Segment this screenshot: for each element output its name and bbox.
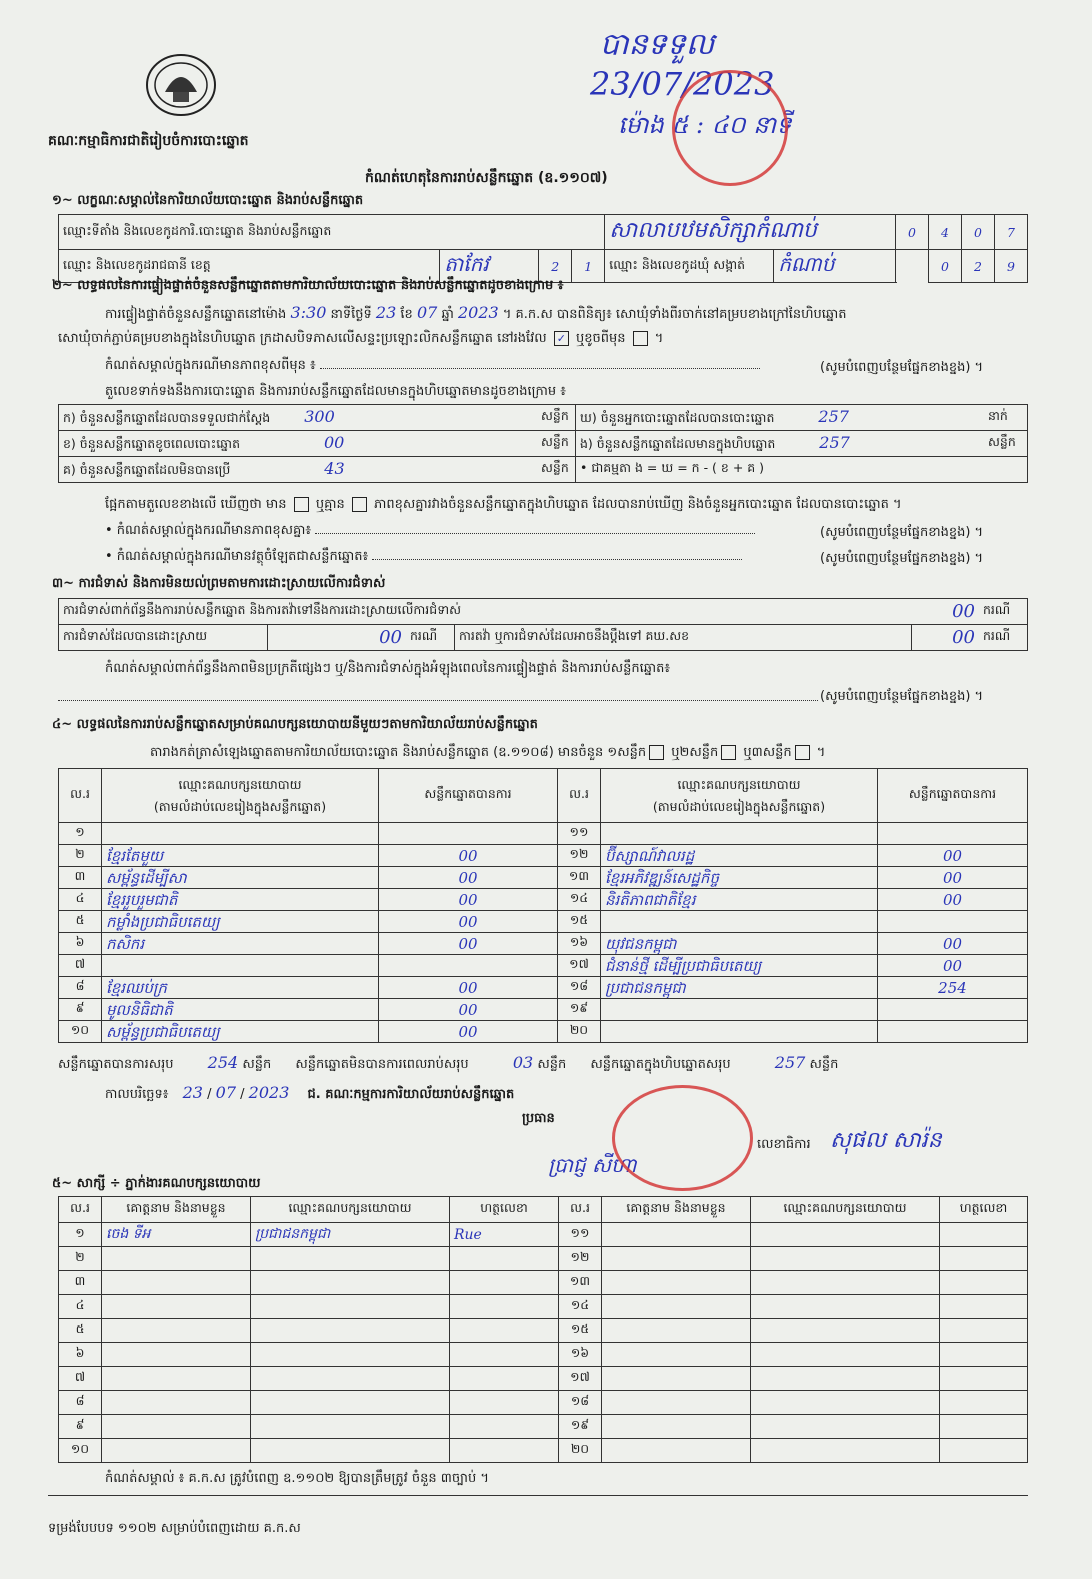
- row-number: ៥: [59, 911, 102, 933]
- unit: សន្លឹក: [984, 431, 1028, 457]
- row-number: ១៦: [559, 1343, 602, 1367]
- row-number: ៣: [59, 1271, 102, 1295]
- total-invalid-value: 03: [512, 1053, 534, 1072]
- fill-note: (សូមបំពេញបន្ថែមផ្នែកខាងខ្នង) ។: [820, 551, 984, 566]
- has-diff-checkbox[interactable]: [294, 497, 309, 512]
- tally-intro: ឬ២សន្លឹក: [671, 745, 719, 760]
- witness-party: [251, 1391, 450, 1415]
- witness-name: [102, 1319, 251, 1343]
- party-votes: 00: [379, 845, 558, 867]
- code-digit: 0: [896, 215, 929, 250]
- party-votes: 00: [379, 933, 558, 955]
- party-votes: 00: [379, 977, 558, 999]
- location-table: [58, 214, 1028, 283]
- objection-table: [58, 598, 1028, 651]
- party-name: និរតិភាពជាតិខ្មែរ: [601, 889, 878, 911]
- province-label: ឈ្មោះ និងលេខកូដរាជធានី ខេត្ត: [59, 250, 440, 283]
- party-votes: [878, 823, 1028, 845]
- figure-e-label: ង) ចំនួនសន្លឹកឆ្នោតដែលមានក្នុងហិបឆ្នោត: [580, 435, 776, 451]
- section-4-heading: ៤~ លទ្ធផលនៃការរាប់សន្លឹកឆ្នោតសម្រាប់គណបក្សនយោបាយនីមួយៗតាមការិយាល័យរាប់សន្លឹកឆ្នោត: [52, 717, 538, 732]
- appeal-label: ការតវ៉ា ឬការជំទាស់ដែលអាចនឹងប្ដឹងទៅ គឃ.សខ: [455, 625, 912, 651]
- fill-note: (សូមបំពេញបន្ថែមផ្នែកខាងខ្នង) ។: [820, 689, 984, 704]
- col-header-party-title: ឈ្មោះគណបក្សនយោបាយ: [178, 776, 302, 792]
- party-votes: 00: [878, 955, 1028, 977]
- section-2-heading: ២~ លទ្ធផលនៃការផ្ទៀងផ្ទាត់ចំនួនសន្លឹកឆ្នោតតាមការិយាល័យបោះឆ្នោត និងរាប់សន្លឹកឆ្នោតដូចខាងក្រោម ៖: [52, 278, 564, 293]
- witness-name: [102, 1295, 251, 1319]
- commune-code-digit: 2: [962, 250, 995, 283]
- row-number: ១០: [59, 1439, 102, 1463]
- votes-row: [59, 823, 1028, 845]
- party-votes: 00: [878, 933, 1028, 955]
- party-name: [601, 1021, 878, 1043]
- code-digit: 7: [995, 215, 1028, 250]
- witness-name: [602, 1295, 751, 1319]
- witness-party: [251, 1271, 450, 1295]
- verify-text: ឆ្នាំ: [441, 307, 454, 322]
- diff-note-2: [105, 522, 755, 541]
- party-votes: [878, 1021, 1028, 1043]
- objection-label: ការជំទាស់ពាក់ព័ន្ធនឹងការរាប់សន្លឹកឆ្នោត និងការតវ៉ាទៅនឹងការដោះស្រាយលើការជំទាស់: [59, 599, 912, 625]
- witness-signature: [940, 1295, 1028, 1319]
- party-votes: 00: [878, 889, 1028, 911]
- witness-name: [102, 1247, 251, 1271]
- row-number: ១៥: [559, 1319, 602, 1343]
- verify-time: 3:30: [290, 303, 327, 322]
- witness-party: [251, 1343, 450, 1367]
- witness-party: [751, 1295, 940, 1319]
- votes-row: [59, 933, 1028, 955]
- witness-party: [751, 1247, 940, 1271]
- code-digit: 4: [929, 215, 962, 250]
- secretary-name: សុផល សារ៉ន: [830, 1128, 942, 1153]
- province-value: តាកែវ: [440, 250, 539, 283]
- witness-signature: [450, 1247, 559, 1271]
- party-name: ខ្មែររួបរួមជាតិ: [102, 889, 379, 911]
- seal-text: សោឃុំចាក់ភ្ជាប់គម្របខាងក្នុងនៃហិបឆ្នោត ក្រដាសបិទភាសលើសន្ទះប្រឡោះលិកសន្លឹកឆ្នោត នៅរងវែល: [58, 331, 547, 346]
- row-number: ១៨: [559, 1391, 602, 1415]
- date-month: 07: [215, 1083, 236, 1102]
- date-day: 23: [182, 1083, 203, 1102]
- diff-line: [105, 496, 902, 515]
- commune-code-digit: 0: [929, 250, 962, 283]
- witness-name: [102, 1415, 251, 1439]
- witness-table: [58, 1196, 1028, 1463]
- secretary-label: លេខាធិការ: [757, 1137, 811, 1152]
- row-number: ៨: [59, 1391, 102, 1415]
- witness-party: [751, 1367, 940, 1391]
- party-votes: 00: [379, 1021, 558, 1043]
- row-number: ១១: [558, 823, 601, 845]
- party-votes: [878, 999, 1028, 1021]
- diff-note-label: កំណត់សម្គាល់ក្នុងករណីមានភាពខុសពីមុន ៖: [105, 358, 316, 373]
- witness-row: [59, 1271, 1028, 1295]
- objection-value: 00: [911, 599, 979, 625]
- witness-party: [251, 1415, 450, 1439]
- votes-row: [59, 977, 1028, 999]
- party-votes: [379, 823, 558, 845]
- figure-c-label: គ) ចំនួនសន្លឹកឆ្នោតដែលមិនបានប្រើ: [63, 461, 231, 477]
- form-note: ទម្រង់បែបបទ ១១០២ សម្រាប់បំពេញដោយ គ.ក.ស: [48, 1521, 301, 1536]
- chair-name: ប្រាជ្ញ សីហា: [548, 1153, 637, 1177]
- witness-name: [102, 1439, 251, 1463]
- commune-value: កំណាប់: [774, 250, 896, 283]
- unit: សន្លឹក: [537, 431, 576, 457]
- row-number: ៦: [59, 933, 102, 955]
- witness-party: [251, 1247, 450, 1271]
- verify-day: 23: [375, 303, 397, 322]
- figure-e-value: 257: [819, 432, 850, 452]
- col-header-votes: សន្លឹកឆ្នោតបានការ: [878, 769, 1028, 823]
- row-number: ១២: [558, 845, 601, 867]
- seal-line: សោឃុំចាក់ភ្ជាប់គម្របខាងក្នុងនៃហិបឆ្នោត ក្រដាសបិទភាសលើសន្ទះប្រឡោះលិកសន្លឹកឆ្នោត នៅរងវែល ✓ ឬខូចពីមុន ។: [58, 331, 664, 346]
- witness-signature: [940, 1415, 1028, 1439]
- figure-a-label: ក) ចំនួនសន្លឹកឆ្នោតដែលបានទទួលជាក់ស្តែង: [63, 409, 271, 425]
- witness-party: [751, 1391, 940, 1415]
- witness-signature: [940, 1271, 1028, 1295]
- two-sheet-checkbox[interactable]: [721, 745, 736, 760]
- witness-signature: [940, 1367, 1028, 1391]
- witness-signature: [940, 1319, 1028, 1343]
- party-name: ប៊ីស្សាណ៍វាលរដ្ឋ: [601, 845, 878, 867]
- irregularity-note: កំណត់សម្គាល់ពាក់ព័ន្ធនឹងភាពមិនប្រក្រតីផ្សេងៗ ឬ/និងការជំទាស់ក្នុងអំឡុងពេលនៃការផ្ទៀងផ្ទាត់ និងការរាប់សន្លឹកឆ្នោត៖: [105, 661, 671, 676]
- party-votes: 00: [379, 867, 558, 889]
- votes-row: [59, 999, 1028, 1021]
- row-number: ១៥: [558, 911, 601, 933]
- row-number: ៤: [59, 889, 102, 911]
- col-header-signature: ហត្ថលេខា: [450, 1197, 559, 1223]
- votes-row: [59, 867, 1028, 889]
- witness-name: [602, 1415, 751, 1439]
- unit: ករណី: [979, 625, 1028, 651]
- witness-signature: [450, 1367, 559, 1391]
- col-header-name: គោត្តនាម និងនាមខ្លួន: [602, 1197, 751, 1223]
- col-header-party-sub: (តាមលំដាប់លេខរៀងក្នុងសន្លឹកឆ្នោត): [652, 798, 826, 814]
- unit: ករណី: [979, 599, 1028, 625]
- footnote: កំណត់សម្គាល់ ៖ គ.ក.ស ត្រូវបំពេញ ឧ.១១០២ ឱ្យបានត្រឹមត្រូវ ចំនួន ៣ច្បាប់ ។: [105, 1471, 489, 1486]
- row-number: ១៩: [559, 1415, 602, 1439]
- intact-checkbox[interactable]: ✓: [554, 331, 569, 346]
- party-name: [102, 823, 379, 845]
- witness-row: [59, 1223, 1028, 1247]
- row-number: ១៦: [558, 933, 601, 955]
- witness-name: [602, 1319, 751, 1343]
- witness-party: [251, 1367, 450, 1391]
- col-header-party: [102, 769, 379, 823]
- witness-party: [751, 1415, 940, 1439]
- diff-text: ឬគ្មាន: [315, 497, 345, 512]
- total-box-label: សន្លឹកឆ្នោតក្នុងហិបឆ្នោតសរុប: [590, 1057, 731, 1072]
- resolved-value: 00: [268, 625, 407, 651]
- row-number: ៣: [59, 867, 102, 889]
- col-header-no: ល.រ: [59, 1197, 102, 1223]
- one-sheet-checkbox[interactable]: [649, 745, 664, 760]
- diff-text: ផ្អែកតាមតួលេខខាងលើ ឃើញថា មាន: [105, 497, 287, 512]
- committee-signature-label: ជ. គណៈកម្មការការិយាល័យរាប់សន្លឹកឆ្នោត: [307, 1087, 515, 1102]
- party-votes: 254: [878, 977, 1028, 999]
- witness-name: [602, 1367, 751, 1391]
- row-number: ២: [59, 1247, 102, 1271]
- witness-row: [59, 1391, 1028, 1415]
- diff-note-line: [105, 357, 760, 376]
- votes-row: [59, 1021, 1028, 1043]
- section-5-heading: ៥~ សាក្សី ÷ ភ្នាក់ងារគណបក្សនយោបាយ: [52, 1176, 261, 1191]
- party-name: ខ្មែរតែមួយ: [102, 845, 379, 867]
- section-1-heading: ១~ លក្ខណៈសម្គាល់នៃការិយាល័យបោះឆ្នោត និងរាប់សន្លឹកឆ្នោត: [52, 193, 364, 208]
- votes-row: [59, 955, 1028, 977]
- row-number: ១១: [559, 1223, 602, 1247]
- received-note: បានទទួល: [600, 27, 715, 62]
- party-name: សម្ព័ន្ធប្រជាធិបតេយ្យ: [102, 1021, 379, 1043]
- committee-name: គណៈកម្មាធិការជាតិរៀបចំការបោះឆ្នោត: [48, 133, 249, 149]
- no-diff-checkbox[interactable]: [352, 497, 367, 512]
- three-sheet-checkbox[interactable]: [795, 745, 810, 760]
- party-name: កម្លាំងប្រជាធិបតេយ្យ: [102, 911, 379, 933]
- row-number: ៨: [59, 977, 102, 999]
- party-name: សម្ព័ន្ធដើម្បីសា: [102, 867, 379, 889]
- commune-label: ឈ្មោះ និងលេខកូដឃុំ សង្កាត់: [605, 250, 774, 283]
- figure-b-label: ខ) ចំនួនសន្លឹកឆ្នោតខូចពេលបោះឆ្នោត: [63, 435, 241, 451]
- unit: សន្លឹក: [537, 457, 576, 483]
- row-number: ៥: [59, 1319, 102, 1343]
- row-number: ១៤: [559, 1295, 602, 1319]
- verify-text: នាទីថ្ងៃទី: [330, 307, 372, 322]
- row-number: ១: [59, 823, 102, 845]
- witness-name: [102, 1343, 251, 1367]
- party-name: យុវជនកម្ពុជា: [601, 933, 878, 955]
- witness-name: [602, 1343, 751, 1367]
- col-header-party: ឈ្មោះគណបក្សនយោបាយ: [751, 1197, 940, 1223]
- row-number: ១២: [559, 1247, 602, 1271]
- location-value: សាលាបឋមសិក្សាកំណាប់: [605, 215, 896, 250]
- witness-party: [751, 1439, 940, 1463]
- province-code-digit: 1: [572, 250, 605, 283]
- tally-intro: តារាងកត់ត្រាសំឡេងឆ្នោតតាមការិយាល័យបោះឆ្នោត និងរាប់សន្លឹកឆ្នោត (ឧ.១១០៨) មានចំនួន ១សន្លឹក: [150, 745, 647, 760]
- row-number: ៩: [59, 1415, 102, 1439]
- witness-name: [602, 1439, 751, 1463]
- witness-signature: Rue: [450, 1223, 559, 1247]
- row-number: ១៨: [558, 977, 601, 999]
- votes-row: [59, 889, 1028, 911]
- witness-signature: [940, 1247, 1028, 1271]
- fill-note: (សូមបំពេញបន្ថែមផ្នែកខាងខ្នង) ។: [820, 525, 984, 540]
- formula: • ជាគម្មតា ង = ឃ = ក - ( ខ + គ ): [576, 457, 1028, 483]
- date-line: កាលបរិច្ឆេទ៖ 23 / 07 / 2023 ជ. គណៈកម្មការការិយាល័យរាប់សន្លឹកឆ្នោត: [105, 1083, 515, 1102]
- witness-party: [751, 1319, 940, 1343]
- total-valid-label: សន្លឹកឆ្នោតបានការសរុប: [58, 1057, 174, 1072]
- witness-signature: [940, 1391, 1028, 1415]
- col-header-no: ល.រ: [558, 769, 601, 823]
- witness-name: [602, 1223, 751, 1247]
- party-votes: 00: [878, 867, 1028, 889]
- party-votes: 00: [379, 911, 558, 933]
- col-header-party-title: ឈ្មោះគណបក្សនយោបាយ: [677, 776, 801, 792]
- witness-name: ចេង ទីអ: [102, 1223, 251, 1247]
- commune-code-digit: 9: [995, 250, 1028, 283]
- witness-row: [59, 1247, 1028, 1271]
- row-number: ១៩: [558, 999, 601, 1021]
- witness-row: [59, 1439, 1028, 1463]
- witness-signature: [940, 1439, 1028, 1463]
- code-digit: 0: [962, 215, 995, 250]
- witness-row: [59, 1415, 1028, 1439]
- witness-party: [751, 1223, 940, 1247]
- total-valid-value: 254: [207, 1053, 239, 1072]
- party-name: កសិករ: [102, 933, 379, 955]
- witness-row: [59, 1319, 1028, 1343]
- witness-party: [251, 1319, 450, 1343]
- diff-text: ភាពខុសគ្នារវាងចំនួនសន្លឹកឆ្នោតក្នុងហិបឆ្នោត ដែលបានរាប់ឃើញ និងចំនួនអ្នកបោះឆ្នោត ដែលបានបោះឆ្នោត ។: [374, 497, 902, 512]
- committee-stamp-icon: [612, 1085, 753, 1191]
- received-date: 23/07/2023: [590, 65, 775, 103]
- party-name: ខ្មែរឈប់ក្រ: [102, 977, 379, 999]
- witness-row: [59, 1295, 1028, 1319]
- verify-text: ខែ: [400, 307, 413, 322]
- col-header-no: ល.រ: [559, 1197, 602, 1223]
- party-name: ខ្មែរអភិវឌ្ឍន៍សេដ្ឋកិច្ច: [601, 867, 878, 889]
- votes-row: [59, 911, 1028, 933]
- row-number: ១៣: [559, 1271, 602, 1295]
- col-header-party: ឈ្មោះគណបក្សនយោបាយ: [251, 1197, 450, 1223]
- votes-row: [59, 845, 1028, 867]
- party-name: [102, 955, 379, 977]
- row-number: ៩: [59, 999, 102, 1021]
- figure-d-value: 257: [818, 406, 849, 426]
- unit: សន្លឹក: [809, 1057, 839, 1072]
- witness-signature: [450, 1343, 559, 1367]
- foreign-note: [105, 548, 742, 567]
- col-header-party-sub: (តាមលំដាប់លេខរៀងក្នុងសន្លឹកឆ្នោត): [153, 798, 327, 814]
- witness-signature: [450, 1295, 559, 1319]
- witness-signature: [450, 1439, 559, 1463]
- fill-note: (សូមបំពេញបន្ថែមផ្នែកខាងខ្នង) ។: [820, 360, 984, 375]
- appeal-value: 00: [911, 625, 979, 651]
- verify-line: [105, 303, 846, 325]
- witness-party: ប្រជាជនកម្ពុជា: [251, 1223, 450, 1247]
- chair-label: ប្រធាន: [522, 1111, 555, 1126]
- witness-signature: [450, 1319, 559, 1343]
- diff-note-2-label: • កំណត់សម្គាល់ក្នុងករណីមានភាពខុសគ្នា៖: [105, 523, 312, 538]
- figure-b-value: 00: [324, 432, 345, 452]
- unit: សន្លឹក: [537, 405, 576, 431]
- row-number: ២: [59, 845, 102, 867]
- row-number: ៧: [59, 955, 102, 977]
- row-number: ៤: [59, 1295, 102, 1319]
- row-number: ១: [59, 1223, 102, 1247]
- verify-month: 07: [416, 303, 438, 322]
- row-number: ១៧: [558, 955, 601, 977]
- broken-checkbox[interactable]: [633, 331, 648, 346]
- party-votes: [878, 911, 1028, 933]
- witness-row: [59, 1343, 1028, 1367]
- col-header-name: គោត្តនាម និងនាមខ្លួន: [102, 1197, 251, 1223]
- row-number: ១៣: [558, 867, 601, 889]
- unit: សន្លឹក: [242, 1057, 272, 1072]
- figure-a-value: 300: [304, 406, 335, 426]
- witness-party: [751, 1271, 940, 1295]
- location-label: ឈ្មោះទីតាំង និងលេខកូដការិ.បោះឆ្នោត និងរាប់សន្លឹកឆ្នោត: [59, 215, 605, 250]
- col-header-no: ល.រ: [59, 769, 102, 823]
- seal-text: ឬខូចពីមុន: [575, 331, 626, 346]
- verify-year: 2023: [457, 303, 499, 322]
- date-label: កាលបរិច្ឆេទ៖: [105, 1087, 169, 1102]
- unit: សន្លឹក: [537, 1057, 567, 1072]
- votes-table: [58, 768, 1028, 1043]
- nec-emblem-icon: [145, 52, 217, 118]
- witness-party: [251, 1439, 450, 1463]
- party-name: មូលនិធិជាតិ: [102, 999, 379, 1021]
- row-number: ១០: [59, 1021, 102, 1043]
- witness-name: [602, 1391, 751, 1415]
- party-votes: 00: [379, 889, 558, 911]
- party-name: [601, 823, 878, 845]
- party-name: ប្រជាជនកម្ពុជា: [601, 977, 878, 999]
- witness-signature: [450, 1271, 559, 1295]
- party-name: [601, 999, 878, 1021]
- province-code-digit: 2: [539, 250, 572, 283]
- official-stamp-icon: [672, 70, 788, 186]
- witness-name: [102, 1391, 251, 1415]
- col-header-party: [601, 769, 878, 823]
- party-name: ជំនាន់ថ្មី ដើម្បីប្រជាធិបតេយ្យ: [601, 955, 878, 977]
- row-number: ២០: [558, 1021, 601, 1043]
- col-header-signature: ហត្ថលេខា: [940, 1197, 1028, 1223]
- verify-text: ការផ្ទៀងផ្ទាត់ចំនួនសន្លឹកឆ្នោតនៅម៉ោង: [105, 307, 287, 322]
- unit: ករណី: [406, 625, 455, 651]
- witness-party: [751, 1343, 940, 1367]
- party-votes: [379, 955, 558, 977]
- unit: នាក់: [984, 405, 1028, 431]
- tally-sheet-line: តារាងកត់ត្រាសំឡេងឆ្នោតតាមការិយាល័យបោះឆ្នោត និងរាប់សន្លឹកឆ្នោត (ឧ.១១០៨) មានចំនួន ១សន្លឹក ឬ២សន្លឹក ឬ៣សន្លឹក ។: [150, 745, 826, 760]
- figure-c-value: 43: [324, 458, 345, 478]
- witness-name: [602, 1271, 751, 1295]
- row-number: ៦: [59, 1343, 102, 1367]
- witness-name: [102, 1367, 251, 1391]
- figures-intro: តួលេខទាក់ទងនឹងការបោះឆ្នោត និងការរាប់សន្លឹកឆ្នោតដែលមានក្នុងហិបឆ្នោតមានដូចខាងក្រោម ៖: [105, 384, 566, 399]
- witness-row: [59, 1367, 1028, 1391]
- witness-signature: [940, 1343, 1028, 1367]
- form-title: កំណត់ហេតុនៃការរាប់សន្លឹកឆ្នោត (ឧ.១១០៧): [365, 170, 608, 186]
- col-header-votes: សន្លឹកឆ្នោតបានការ: [379, 769, 558, 823]
- row-number: ១៤: [558, 889, 601, 911]
- foreign-note-label: • កំណត់សម្គាល់ក្នុងករណីមានវត្ថុចំឡែតជាសន្លឹកឆ្នោត៖: [105, 549, 369, 564]
- tally-intro: ឬ៣សន្លឹក: [743, 745, 792, 760]
- witness-signature: [940, 1223, 1028, 1247]
- verify-text: ។ គ.ក.ស បានពិនិត្យ៖ សោឃុំទាំងពីរចាក់នៅគម្របខាងក្រៅនៃហិបឆ្នោត: [502, 307, 847, 322]
- witness-name: [102, 1271, 251, 1295]
- row-number: ១៧: [559, 1367, 602, 1391]
- figures-table: [58, 404, 1028, 483]
- totals-line: [58, 1053, 838, 1075]
- resolved-label: ការជំទាស់ដែលបានដោះស្រាយ: [59, 625, 268, 651]
- total-invalid-label: សន្លឹកឆ្នោតមិនបានការពេលរាប់សរុប: [295, 1057, 469, 1072]
- party-name: [601, 911, 878, 933]
- section-3-heading: ៣~ ការជំទាស់ និងការមិនយល់ព្រមតាមការដោះស្រាយលើការជំទាស់: [52, 576, 386, 591]
- witness-signature: [450, 1391, 559, 1415]
- party-votes: 00: [379, 999, 558, 1021]
- total-box-value: 257: [774, 1053, 806, 1072]
- figure-d-label: ឃ) ចំនួនអ្នកបោះឆ្នោតដែលបានបោះឆ្នោត: [580, 409, 775, 425]
- witness-name: [602, 1247, 751, 1271]
- witness-signature: [450, 1415, 559, 1439]
- date-year: 2023: [248, 1083, 290, 1102]
- witness-party: [251, 1295, 450, 1319]
- party-votes: 00: [878, 845, 1028, 867]
- row-number: ២០: [559, 1439, 602, 1463]
- row-number: ៧: [59, 1367, 102, 1391]
- received-time: ម៉ោង ៥ : ៤០ នាទី: [618, 111, 792, 139]
